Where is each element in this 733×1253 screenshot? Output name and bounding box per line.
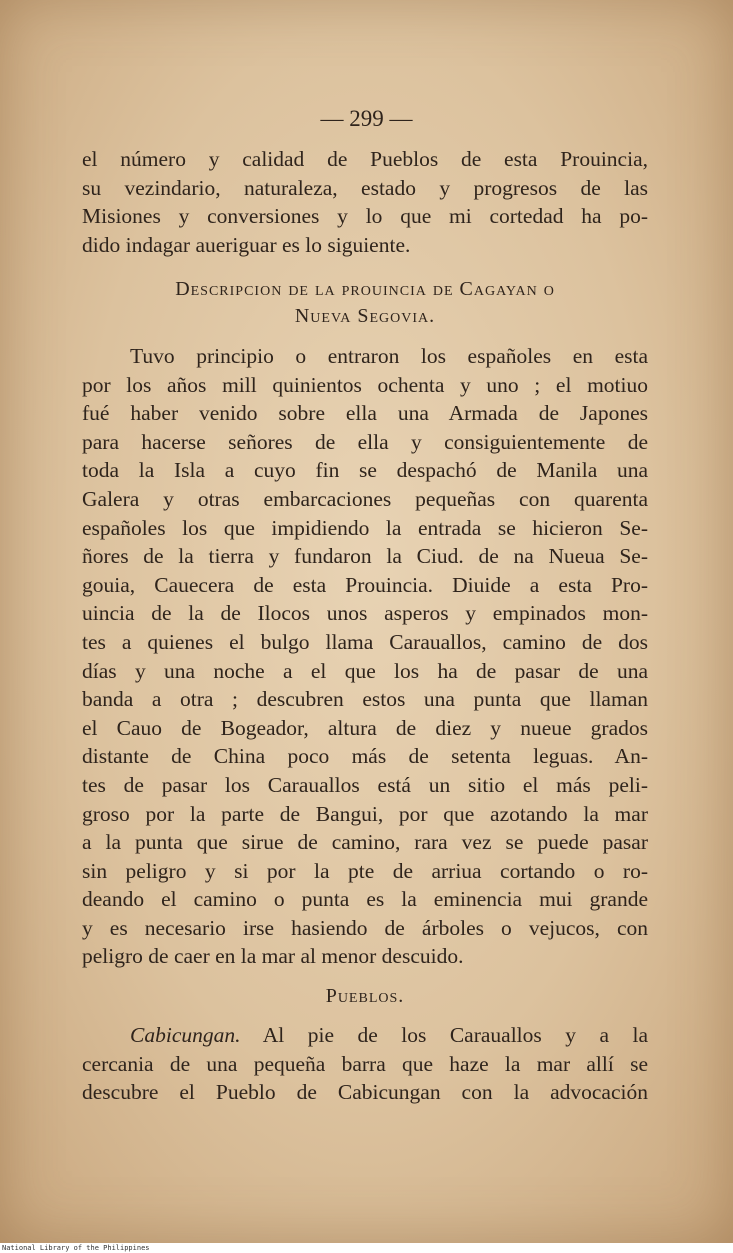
section-heading-pueblos: Pueblos.: [325, 985, 405, 1007]
text-line: ñores de la tierra y fundaron la Ciud. de na Nueua Se-: [82, 544, 648, 569]
library-watermark: National Library of the Philippines: [2, 1244, 150, 1252]
text-line: por los años mill quinientos ochenta y uno ; el motiuo: [82, 372, 648, 397]
text-line: toda la Isla a cuyo fin se despachó de Manila una: [82, 458, 648, 483]
text-line: Misiones y conversiones y lo que mi cortedad ha po-: [82, 204, 648, 229]
section-heading: [82, 276, 648, 330]
page-number: — 299 —: [320, 106, 413, 131]
pueblo-name: Cabicungan.: [130, 1023, 241, 1047]
text-fragment: Al pie de los Carauallos y a la: [240, 1023, 648, 1047]
text-line: gouia, Cauecera de esta Prouincia. Diuide a esta Pro-: [82, 572, 648, 597]
text-line: distante de China poco más de setenta leguas. An-: [82, 744, 648, 769]
text-line: [82, 1021, 648, 1050]
heading-line: Descripcion de la prouincia de Cagayan o: [175, 278, 555, 300]
text-line: españoles los que impidiendo la entrada se hicieron Se-: [82, 515, 648, 540]
text-line: fué haber venido sobre ella una Armada de Japones: [82, 401, 648, 426]
text-line: y es necesario irse hasiendo de árboles o vejucos, con: [82, 915, 648, 940]
text-line: tes a quienes el bulgo llama Carauallos, camino de dos: [82, 629, 648, 654]
text-line: sin peligro y si por la pte de arriua cortando o ro-: [82, 858, 648, 883]
text-line: deando el camino o punta es la eminencia mui grande: [82, 887, 648, 912]
text-line: tes de pasar los Carauallos está un sitio el más peli-: [82, 772, 648, 797]
text-line: descubre el Pueblo de Cabicungan con la advocación: [82, 1080, 648, 1105]
text-line: días y una noche a el que los ha de pasar de una: [82, 658, 648, 683]
heading-line: Nueva Segovia.: [294, 305, 436, 327]
text-line: el Cauo de Bogeador, altura de diez y nueue grados: [82, 715, 648, 740]
intro-paragraph: [82, 145, 648, 259]
text-line: Tuvo principio o entraron los españoles en esta: [130, 344, 648, 368]
text-line: su vezindario, naturaleza, estado y progresos de las: [82, 175, 648, 200]
pueblos-paragraph: [82, 1021, 648, 1107]
main-paragraph: [82, 342, 648, 971]
text-line: peligro de caer en la mar al menor descuido.: [82, 944, 464, 969]
text-line: groso por la parte de Bangui, por que azotando la mar: [82, 801, 648, 826]
text-line: el número y calidad de Pueblos de esta Prouincia,: [82, 147, 648, 171]
text-line: uincia de la de Ilocos unos asperos y empinados mon-: [82, 601, 648, 626]
text-line: Galera y otras embarcaciones pequeñas con quarenta: [82, 486, 648, 511]
text-line: cercania de una pequeña barra que haze la mar allí se: [82, 1051, 648, 1076]
text-line: dido indagar aueriguar es lo siguiente.: [82, 232, 411, 257]
text-line: banda a otra ; descubren estos una punta que llaman: [82, 687, 648, 712]
text-line: para hacerse señores de ella y consiguientemente de: [82, 429, 648, 454]
text-line: a la punta que sirue de camino, rara vez se puede pasar: [82, 830, 648, 855]
